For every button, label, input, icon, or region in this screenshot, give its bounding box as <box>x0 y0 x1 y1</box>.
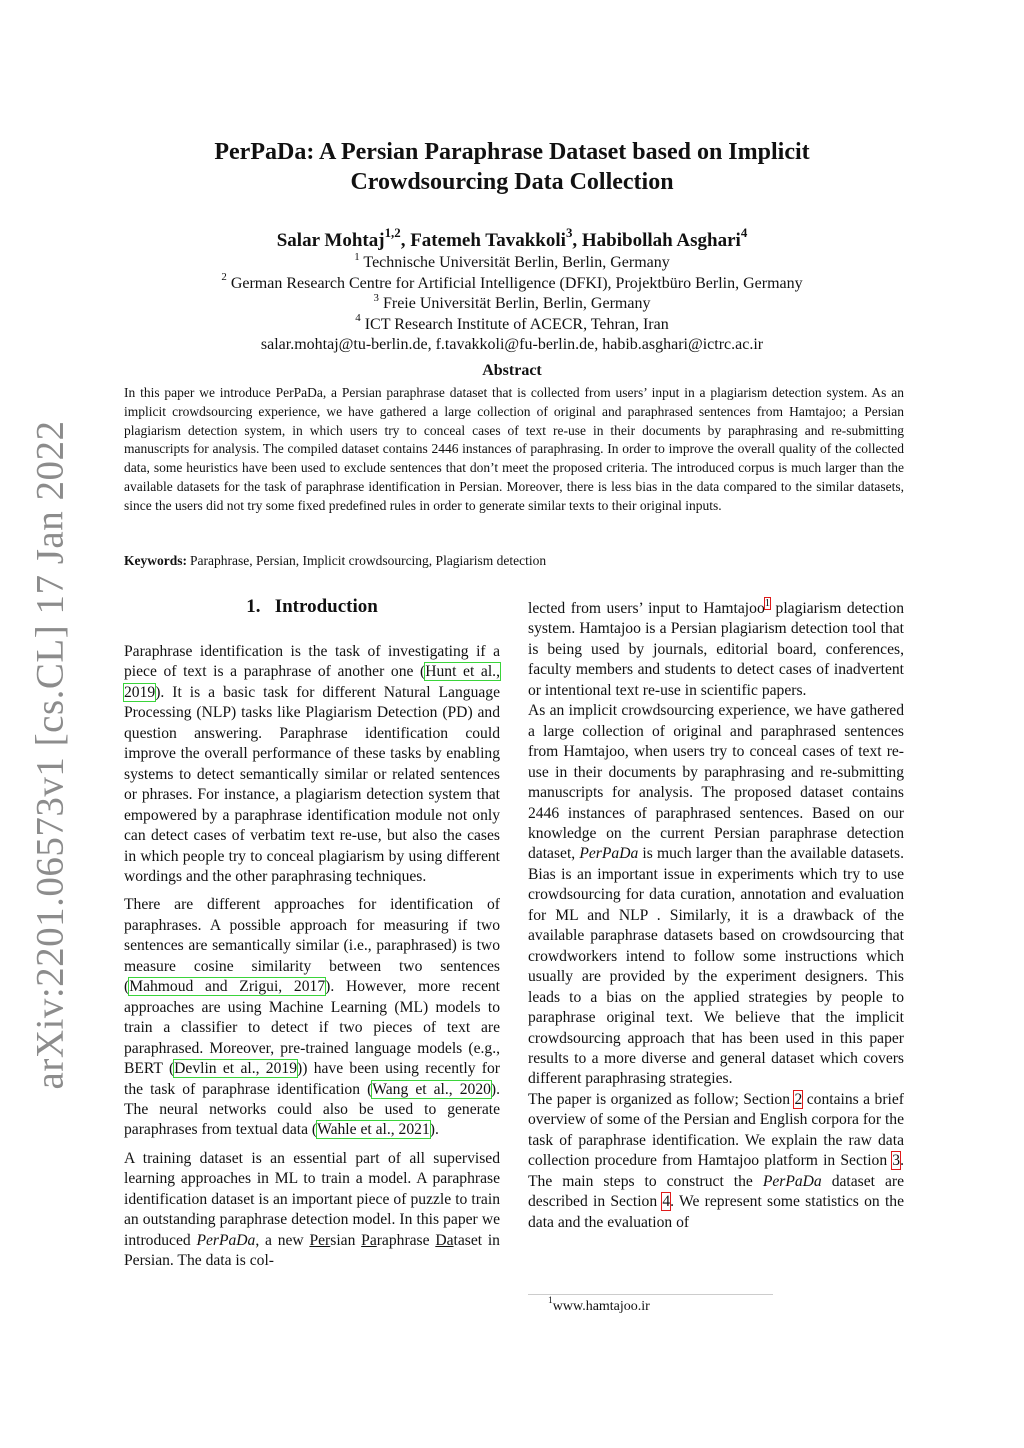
affiliation-text: Freie Universität Berlin, Berlin, Germany <box>382 295 651 312</box>
author-name: Salar Mohtaj <box>276 230 385 251</box>
abstract-body: In this paper we introduce PerPaDa, a Persian paraphrase dataset that is collected from users’ input in a plagiarism detection system. As an implicit crowdsourcing experience, we have gathered a large collection of original and paraphrased sentences from Hamtajoo; a Persian plagiarism detection system, in which users try to conceal cases of text re-use in their documents by paraphrasing and re-submitting manuscripts for analysis. The compiled dataset contains 2446 instances of paraphrasing. In order to improve the overall quality of the collected data, some heuristics have been used to exclude sentences that don’t meet the proposed criteria. The introduced corpus is much larger than the available datasets for the task of paraphrase identification in Persian. Moreover, there is less bias in the data compared to the similar datasets, since the users did not try some fixed predefined rules in order to generate similar texts to their original inputs. <box>124 385 904 513</box>
affiliation <box>120 250 904 274</box>
author-list <box>120 225 904 253</box>
text-run: is much larger than the available datasets. Bias is an important issue in experiments which try to use crowdsourcing for data curation, annotation and evaluation for ML and NLP . Similarly, it is a drawback of the available paraphrase datasets based on crowdsourcing that crowdworkers intend to follow some instructions which usually are provided by the experiment designers. This leads to a bias on the applied strategies by people to paraphrase original text. We believe that the implicit crowdsourcing approach that has been used in this paper results to a more diverse and general dataset which covers different paraphrasing strategies. <box>528 845 904 1088</box>
section-title: Introduction <box>274 596 378 617</box>
section-ref-link[interactable]: 3 <box>892 1152 901 1170</box>
text-run: As an implicit crowdsourcing experience, we have gathered a large collection of original and paraphrased sentences from Hamtajoo, when users try to conceal cases of text re-use in their documents by paraphrasing and re-submitting manuscripts for analysis. The proposed dataset contains 2446 instances of paraphrased sentences. Based on our knowledge on the current Persian paraphrase detection dataset, <box>528 702 904 863</box>
title-line-2: Crowdsourcing Data Collection <box>350 169 674 195</box>
section-ref-link[interactable]: 2 <box>794 1090 803 1108</box>
affiliation <box>120 271 904 295</box>
affiliation-text: German Research Centre for Artificial Intelligence (DFKI), Projektbüro Berlin, Germany <box>230 274 803 292</box>
footnote-url[interactable]: www.hamtajoo.ir <box>552 1299 650 1314</box>
paragraph <box>124 895 500 1140</box>
paragraph <box>124 1149 500 1272</box>
text-run: ). However, more recent approaches are using Machine Learning (ML) models to train a classifier to detect if two pieces of text are paraphrased. Moreover, pre-trained language models (e.g., BERT ( <box>124 978 500 1078</box>
footnote-mark: 1 <box>548 1296 553 1307</box>
text-run: Paraphrase identification is the task of investigating if a piece of text is a paraphrase of another one ( <box>124 643 500 681</box>
author-sep: , <box>400 230 411 251</box>
text-run: plagiarism detection system. Hamtajoo is a Persian plagiarism detection tool that is being used by journals, editorial board, conferences, faculty members and students to detect cases of inadvertent or intentional text re-use in scientific papers. <box>528 600 904 699</box>
citation-link[interactable]: Devlin et al., 2019 <box>174 1060 297 1078</box>
author-affil-mark: 4 <box>740 225 748 241</box>
text-run: raphrase <box>376 1231 436 1249</box>
section-number: 1. <box>246 596 261 617</box>
keywords-text: Paraphrase, Persian, Implicit crowdsourcing, Plagiarism detection <box>190 553 547 568</box>
text-run: lected from users’ input to Hamtajoo <box>528 600 765 617</box>
affiliations <box>120 250 904 356</box>
email-line: salar.mohtaj@tu-berlin.de, f.tavakkoli@fu-berlin.de, habib.asghari@ictrc.ac.ir <box>260 336 764 353</box>
affiliation <box>120 291 904 315</box>
footnote-ref-link[interactable]: 1 <box>764 597 771 609</box>
affiliation-text: Technische Universität Berlin, Berlin, Germany <box>363 254 670 271</box>
author-sep: , <box>572 230 582 251</box>
author-name: Habibollah Asghari <box>581 230 741 251</box>
text-run: dataset are described in Section <box>528 1172 904 1211</box>
citation-link[interactable]: Hunt et al., 2019 <box>124 663 500 701</box>
acronym-letter: Da <box>435 1231 454 1249</box>
section-ref-link[interactable]: 4 <box>662 1193 671 1211</box>
affiliation-mark: 4 <box>355 312 361 325</box>
abstract-heading: Abstract <box>482 362 542 379</box>
dataset-name: PerPaDa <box>196 1231 256 1249</box>
text-run: . The main steps to construct the <box>528 1152 904 1190</box>
arxiv-stamp: arXiv:2201.06573v1 [cs.CL] 17 Jan 2022 <box>28 420 72 1090</box>
footnote <box>548 1296 650 1315</box>
affiliation-mark: 1 <box>354 250 360 263</box>
dataset-name: PerPaDa <box>579 845 639 863</box>
right-column <box>528 599 904 1233</box>
text-run: ). <box>429 1121 439 1139</box>
paragraph <box>528 599 904 701</box>
footnote-divider <box>528 1294 773 1295</box>
affiliation-text: ICT Research Institute of ACECR, Tehran, Iran <box>364 315 669 333</box>
citation-link[interactable]: Wahle et al., 2021 <box>317 1121 430 1139</box>
paragraph <box>528 701 904 1090</box>
text-run: There are different approaches for identification of paraphrases. A possible approach for measuring if two sentences are semantically similar (i.e., paraphrased) is two measure cosine similarity between two sentences ( <box>124 896 500 996</box>
acronym-letter: Per <box>309 1231 331 1249</box>
keywords-label: Keywords: <box>124 553 187 568</box>
text-run: taset in Persian. The data is col- <box>124 1231 500 1270</box>
author-affil-mark: 3 <box>565 225 573 241</box>
text-run: , a new <box>255 1231 310 1249</box>
paragraph <box>528 1090 904 1233</box>
text-run: ). It is a basic task for different Natural Language Processing (NLP) tasks like Plagiarism Detection (PD) and question answering. Paraphrase identification could improve the overall performance of these tasks by enabling systems to detect semantically similar or related sentences or phrases. For instance, a plagiarism detection system that empowered by a paraphrase identification module not only can detect cases of verbatim text re-use, but also the cases in which people try to conceal plagiarism by using different wordings and the other paraphrasing techniques. <box>124 683 500 885</box>
paper-title <box>120 137 904 197</box>
text-run: The paper is organized as follow; Section <box>528 1090 795 1108</box>
title-line-1: PerPaDa: A Persian Paraphrase Dataset based on Implicit <box>214 139 810 165</box>
citation-link[interactable]: Mahmoud and Zrigui, 2017 <box>129 978 326 996</box>
text-run: . We represent some statistics on the data and the evaluation of <box>528 1193 904 1231</box>
affiliation <box>120 312 904 336</box>
text-run: )) have been using recently for the task of paraphrase identification ( <box>124 1060 500 1098</box>
left-column <box>124 642 500 1280</box>
paragraph <box>124 642 500 887</box>
acronym-letter: Pa <box>361 1231 377 1249</box>
citation-link[interactable]: Wang et al., 2020 <box>372 1080 491 1098</box>
author-affil-mark: 1,2 <box>384 225 401 241</box>
dataset-name: PerPaDa <box>762 1172 822 1190</box>
text-run: contains a brief overview of some of the Persian and English corpora for the task of paraphrase identification. We explain the raw data collection procedure from Hamtajoo platform in Section <box>528 1090 904 1170</box>
author-name: Fatemeh Tavakkoli <box>410 230 566 251</box>
text-run: ). The neural networks could also be used to generate paraphrases from textual data ( <box>124 1080 501 1139</box>
text-run: A training dataset is an essential part of all supervised learning approaches in ML to train a model. A paraphrase identification dataset is an important piece of puzzle to train an outstanding paraphrase detection model. In this paper we introduced <box>124 1149 500 1249</box>
text-run: sian <box>330 1231 362 1249</box>
affiliation-mark: 2 <box>221 271 227 284</box>
keywords <box>124 553 904 569</box>
section-heading <box>124 596 500 618</box>
affiliation-mark: 3 <box>373 291 379 304</box>
